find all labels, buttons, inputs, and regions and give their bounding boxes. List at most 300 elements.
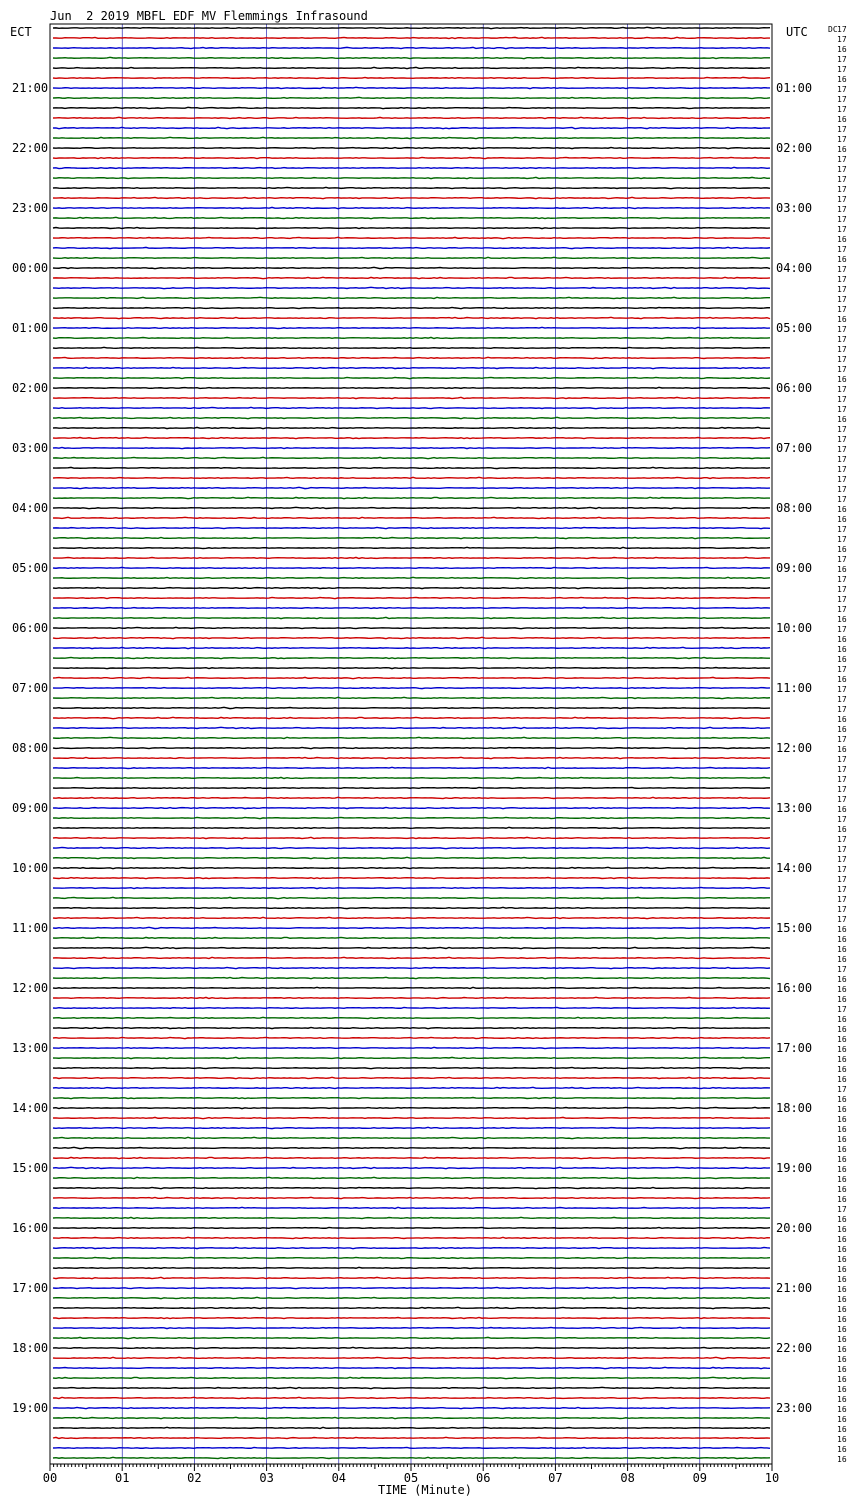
seismic-trace — [53, 737, 770, 738]
seismic-trace — [53, 1327, 770, 1328]
dc-value: 17 — [837, 305, 847, 314]
dc-value: 17 — [837, 595, 847, 604]
seismic-trace — [53, 477, 770, 478]
seismic-trace — [53, 747, 770, 748]
dc-value: 17 — [837, 365, 847, 374]
dc-value: 17 — [837, 355, 847, 364]
right-hour-label: 04:00 — [776, 261, 813, 275]
seismic-trace — [53, 157, 770, 158]
seismic-trace — [53, 277, 770, 278]
x-tick-label: 09 — [692, 1471, 708, 1485]
dc-value: 16 — [837, 75, 847, 84]
seismic-trace — [53, 87, 770, 88]
right-hour-label: 11:00 — [776, 681, 813, 695]
chart-title: Jun 2 2019 MBFL EDF MV Flemmings Infrasound — [50, 9, 368, 23]
dc-value: 16 — [837, 975, 847, 984]
seismic-trace — [53, 1067, 770, 1068]
dc-value: 16 — [837, 1135, 847, 1144]
dc-value: 16 — [837, 1275, 847, 1284]
dc-value: 16 — [837, 1305, 847, 1314]
seismic-trace — [53, 1027, 770, 1028]
dc-value: 16 — [837, 1225, 847, 1234]
dc-value: 17 — [837, 65, 847, 74]
seismic-trace — [53, 1397, 770, 1398]
left-hour-label: 03:00 — [12, 441, 49, 455]
seismic-trace — [53, 1227, 770, 1228]
seismic-trace — [53, 237, 770, 238]
left-hour-label: 04:00 — [12, 501, 49, 515]
dc-value: 16 — [837, 1155, 847, 1164]
dc-value: 17 — [837, 165, 847, 174]
dc-value: 17 — [837, 905, 847, 914]
dc-value: 17 — [837, 535, 847, 544]
dc-value: 16 — [837, 715, 847, 724]
left-hour-label: 19:00 — [12, 1401, 49, 1415]
dc-value: 16 — [837, 1055, 847, 1064]
dc-value: 16 — [837, 725, 847, 734]
seismic-trace — [53, 167, 770, 168]
dc-value: 17 — [837, 395, 847, 404]
seismic-trace — [53, 1307, 770, 1308]
seismic-trace — [53, 1057, 770, 1058]
right-hour-label: 10:00 — [776, 621, 813, 635]
dc-value: 16 — [837, 675, 847, 684]
dc-value: 17 — [837, 895, 847, 904]
seismic-trace — [53, 227, 770, 228]
seismic-trace — [53, 537, 770, 538]
dc-value: 16 — [837, 1365, 847, 1374]
seismic-trace — [53, 107, 770, 108]
dc-value: 17 — [837, 845, 847, 854]
dc-value: 16 — [837, 1165, 847, 1174]
seismic-trace — [53, 377, 770, 378]
seismic-trace — [53, 1157, 770, 1158]
right-hour-label: 08:00 — [776, 501, 813, 515]
dc-value: 16 — [837, 945, 847, 954]
seismic-trace — [53, 1187, 770, 1188]
x-axis-label: TIME (Minute) — [378, 1483, 472, 1497]
dc-value: 17 — [837, 335, 847, 344]
left-hour-label: 09:00 — [12, 801, 49, 815]
dc-value: 17 — [837, 575, 847, 584]
seismic-trace — [53, 787, 770, 788]
seismic-trace — [53, 977, 770, 978]
dc-value: 17 — [837, 795, 847, 804]
dc-value: 17 — [837, 445, 847, 454]
seismic-trace — [53, 1247, 770, 1248]
seismic-trace — [53, 947, 770, 948]
dc-value: 17 — [837, 25, 847, 34]
dc-value: 16 — [837, 1315, 847, 1324]
right-hour-label: 03:00 — [776, 201, 813, 215]
seismic-trace — [53, 177, 770, 178]
seismic-trace — [53, 527, 770, 528]
seismic-trace — [53, 297, 770, 298]
seismic-trace — [53, 247, 770, 248]
seismic-trace — [53, 717, 770, 718]
dc-value: 17 — [837, 1085, 847, 1094]
right-axis-label: UTC — [786, 25, 808, 39]
dc-value: 17 — [837, 215, 847, 224]
dc-value: 17 — [837, 665, 847, 674]
dc-value: 16 — [837, 745, 847, 754]
seismic-trace — [53, 1347, 770, 1348]
dc-value: 16 — [837, 1215, 847, 1224]
dc-value: 17 — [837, 195, 847, 204]
dc-value: 17 — [837, 435, 847, 444]
dc-value: 16 — [837, 995, 847, 1004]
left-hour-label: 14:00 — [12, 1101, 49, 1115]
dc-value: 17 — [837, 885, 847, 894]
right-hour-label: 15:00 — [776, 921, 813, 935]
seismic-trace — [53, 267, 770, 268]
dc-value: 16 — [837, 655, 847, 664]
x-axis — [43, 1464, 779, 1485]
seismic-trace — [53, 1317, 770, 1318]
seismic-trace — [53, 917, 770, 918]
dc-value: 16 — [837, 1175, 847, 1184]
seismic-trace — [53, 757, 770, 758]
seismic-trace — [53, 347, 770, 348]
dc-value: 17 — [837, 245, 847, 254]
seismic-trace — [53, 147, 770, 148]
seismic-trace — [53, 407, 770, 408]
dc-value: 16 — [837, 955, 847, 964]
dc-value: 17 — [837, 95, 847, 104]
dc-value: 17 — [837, 105, 847, 114]
seismic-trace — [53, 567, 770, 568]
dc-value: 17 — [837, 865, 847, 874]
dc-value: 17 — [837, 425, 847, 434]
seismic-trace — [53, 1257, 770, 1258]
dc-value: 17 — [837, 605, 847, 614]
dc-value: 17 — [837, 755, 847, 764]
seismic-trace — [53, 907, 770, 908]
dc-value: 16 — [837, 505, 847, 514]
dc-value: 16 — [837, 1195, 847, 1204]
dc-value: 16 — [837, 1425, 847, 1434]
dc-value: 16 — [837, 1185, 847, 1194]
seismic-trace — [53, 997, 770, 998]
x-tick-label: 03 — [259, 1471, 274, 1485]
seismic-trace — [53, 57, 770, 58]
dc-value: 17 — [837, 475, 847, 484]
seismic-trace — [53, 387, 770, 388]
right-hour-label: 18:00 — [776, 1101, 813, 1115]
seismic-trace — [53, 697, 770, 698]
left-hour-label: 18:00 — [12, 1341, 49, 1355]
seismic-trace — [53, 1077, 770, 1078]
seismic-trace — [53, 957, 770, 958]
left-hour-label: 08:00 — [12, 741, 49, 755]
seismic-trace — [53, 1297, 770, 1298]
dc-value: 17 — [837, 685, 847, 694]
seismic-trace — [53, 47, 770, 48]
dc-value: 17 — [837, 785, 847, 794]
dc-value: 16 — [837, 1115, 847, 1124]
left-hour-label: 11:00 — [12, 921, 49, 935]
left-axis-label: ECT — [10, 25, 32, 39]
dc-value: 16 — [837, 1355, 847, 1364]
dc-value: 16 — [837, 1065, 847, 1074]
seismic-trace — [53, 117, 770, 118]
right-hour-label: 17:00 — [776, 1041, 813, 1055]
dc-value: 17 — [837, 555, 847, 564]
x-tick-label: 07 — [548, 1471, 563, 1485]
dc-value: 17 — [837, 1005, 847, 1014]
seismic-trace — [53, 607, 770, 608]
seismic-trace — [53, 857, 770, 858]
seismic-trace — [53, 137, 770, 138]
seismic-trace — [53, 927, 770, 928]
dc-value: 17 — [837, 265, 847, 274]
seismic-trace — [53, 967, 770, 968]
left-hour-label: 21:00 — [12, 81, 49, 95]
dc-value: 16 — [837, 145, 847, 154]
seismic-trace — [53, 1337, 770, 1338]
seismic-trace — [53, 687, 770, 688]
seismic-trace — [53, 397, 770, 398]
seismic-trace — [53, 1357, 770, 1358]
dc-value: 16 — [837, 1015, 847, 1024]
seismic-trace — [53, 877, 770, 878]
dc-value: 17 — [837, 175, 847, 184]
seismic-trace — [53, 467, 770, 468]
seismic-trace — [53, 1237, 770, 1238]
seismic-trace — [53, 1087, 770, 1088]
dc-value: 16 — [837, 255, 847, 264]
seismic-trace — [53, 677, 770, 678]
dc-value: 16 — [837, 1435, 847, 1444]
seismic-trace — [53, 1177, 770, 1178]
seismic-trace — [53, 1127, 770, 1128]
seismic-trace — [53, 1377, 770, 1378]
dc-value: 16 — [837, 1245, 847, 1254]
dc-value: 16 — [837, 805, 847, 814]
dc-value: 17 — [837, 705, 847, 714]
dc-value: 16 — [837, 1265, 847, 1274]
dc-value: 17 — [837, 85, 847, 94]
dc-value: 17 — [837, 915, 847, 924]
seismic-trace — [53, 217, 770, 218]
dc-value: 17 — [837, 525, 847, 534]
dc-value: 17 — [837, 625, 847, 634]
left-hour-labels — [12, 81, 48, 1415]
seismic-trace — [53, 1117, 770, 1118]
seismic-trace — [53, 487, 770, 488]
seismic-trace — [53, 127, 770, 128]
seismic-trace — [53, 767, 770, 768]
seismic-trace — [53, 847, 770, 848]
dc-value: 16 — [837, 925, 847, 934]
left-hour-label: 12:00 — [12, 981, 49, 995]
seismic-trace — [53, 797, 770, 798]
dc-value: 16 — [837, 1255, 847, 1264]
seismic-trace — [53, 197, 770, 198]
dc-value: 17 — [837, 815, 847, 824]
seismic-trace — [53, 817, 770, 818]
seismic-trace — [53, 1387, 770, 1388]
dc-value: 17 — [837, 345, 847, 354]
dc-label: DC — [828, 25, 838, 34]
dc-value: 16 — [837, 1295, 847, 1304]
right-hour-label: 13:00 — [776, 801, 813, 815]
left-hour-label: 16:00 — [12, 1221, 49, 1235]
right-hour-label: 01:00 — [776, 81, 813, 95]
seismic-trace — [53, 447, 770, 448]
dc-value: 16 — [837, 1405, 847, 1414]
left-hour-label: 23:00 — [12, 201, 49, 215]
dc-value: 16 — [837, 1455, 847, 1464]
seismic-trace — [53, 987, 770, 988]
seismic-trace — [53, 1277, 770, 1278]
left-hour-label: 01:00 — [12, 321, 49, 335]
seismic-trace — [53, 1437, 770, 1438]
seismic-trace — [53, 557, 770, 558]
dc-value: 17 — [837, 695, 847, 704]
dc-value: 16 — [837, 115, 847, 124]
dc-value: 16 — [837, 1415, 847, 1424]
seismic-trace — [53, 1007, 770, 1008]
right-hour-label: 12:00 — [776, 741, 813, 755]
dc-value: 16 — [837, 315, 847, 324]
seismic-trace — [53, 1407, 770, 1408]
dc-value: 17 — [837, 965, 847, 974]
dc-value: 16 — [837, 1105, 847, 1114]
dc-value: 17 — [837, 495, 847, 504]
right-hour-label: 09:00 — [776, 561, 813, 575]
seismic-trace — [53, 1137, 770, 1138]
seismic-trace — [53, 617, 770, 618]
x-tick-label: 05 — [403, 1471, 419, 1485]
dc-value: 16 — [837, 375, 847, 384]
seismic-trace — [53, 257, 770, 258]
x-tick-label: 04 — [331, 1471, 347, 1485]
dc-value: 16 — [837, 1075, 847, 1084]
dc-value: 16 — [837, 1285, 847, 1294]
x-tick-label: 00 — [42, 1471, 58, 1485]
dc-value: 17 — [837, 835, 847, 844]
seismic-trace — [53, 1167, 770, 1168]
seismic-trace — [53, 37, 770, 38]
dc-value: 17 — [837, 205, 847, 214]
dc-value: 16 — [837, 1445, 847, 1454]
left-hour-label: 06:00 — [12, 621, 49, 635]
dc-value: 17 — [837, 405, 847, 414]
seismic-trace — [53, 897, 770, 898]
seismic-trace — [53, 1417, 770, 1418]
seismic-trace — [53, 67, 770, 68]
seismic-trace — [53, 587, 770, 588]
seismic-trace — [53, 457, 770, 458]
seismic-trace — [53, 547, 770, 548]
seismic-trace — [53, 97, 770, 98]
seismic-trace — [53, 657, 770, 658]
seismic-trace — [53, 497, 770, 498]
dc-value: 17 — [837, 225, 847, 234]
seismic-trace — [53, 427, 770, 428]
dc-value: 16 — [837, 1095, 847, 1104]
dc-value: 16 — [837, 1335, 847, 1344]
seismic-trace — [53, 187, 770, 188]
dc-value: 16 — [837, 545, 847, 554]
seismic-trace — [53, 597, 770, 598]
left-hour-label: 05:00 — [12, 561, 49, 575]
dc-value: 16 — [837, 1395, 847, 1404]
seismic-trace — [53, 517, 770, 518]
left-hour-label: 22:00 — [12, 141, 49, 155]
x-tick-label: 08 — [620, 1471, 635, 1485]
dc-value: 16 — [837, 1035, 847, 1044]
dc-value: 17 — [837, 485, 847, 494]
right-hour-label: 20:00 — [776, 1221, 813, 1235]
dc-value: 17 — [837, 275, 847, 284]
right-hour-label: 22:00 — [776, 1341, 813, 1355]
dc-value: 16 — [837, 515, 847, 524]
dc-value: 16 — [837, 615, 847, 624]
seismic-trace — [53, 1367, 770, 1368]
seismic-trace — [53, 357, 770, 358]
dc-value: 17 — [837, 155, 847, 164]
dc-value: 16 — [837, 1385, 847, 1394]
seismic-trace — [53, 317, 770, 318]
seismic-trace — [53, 887, 770, 888]
seismic-trace — [53, 337, 770, 338]
dc-value: 16 — [837, 1145, 847, 1154]
seismic-trace — [53, 867, 770, 868]
left-hour-label: 15:00 — [12, 1161, 49, 1175]
x-tick-label: 01 — [114, 1471, 130, 1485]
dc-value: 17 — [837, 765, 847, 774]
dc-value: 17 — [837, 285, 847, 294]
seismic-trace — [53, 507, 770, 508]
seismic-trace — [53, 1287, 770, 1288]
right-hour-label: 14:00 — [776, 861, 813, 875]
seismic-trace — [53, 307, 770, 308]
left-hour-label: 17:00 — [12, 1281, 49, 1295]
left-hour-label: 10:00 — [12, 861, 49, 875]
seismic-trace — [53, 1427, 770, 1428]
left-hour-label: 00:00 — [12, 261, 49, 275]
dc-value: 17 — [837, 385, 847, 394]
seismic-trace — [53, 437, 770, 438]
dc-value: 17 — [837, 775, 847, 784]
dc-value: 16 — [837, 1345, 847, 1354]
right-hour-label: 21:00 — [776, 1281, 813, 1295]
seismic-trace — [53, 1207, 770, 1208]
seismic-trace — [53, 207, 770, 208]
dc-value: 17 — [837, 875, 847, 884]
seismic-trace — [53, 1047, 770, 1048]
right-hour-labels — [776, 81, 812, 1415]
seismic-trace — [53, 777, 770, 778]
x-tick-label: 02 — [187, 1471, 202, 1485]
right-hour-label: 02:00 — [776, 141, 813, 155]
right-hour-label: 19:00 — [776, 1161, 813, 1175]
dc-value: 16 — [837, 1045, 847, 1054]
dc-value: 16 — [837, 1375, 847, 1384]
dc-value: 16 — [837, 45, 847, 54]
dc-value: 16 — [837, 1025, 847, 1034]
x-tick-label: 06 — [475, 1471, 491, 1485]
seismic-trace — [53, 647, 770, 648]
seismic-trace — [53, 1037, 770, 1038]
dc-value: 16 — [837, 985, 847, 994]
dc-value: 16 — [837, 645, 847, 654]
trace-group — [53, 27, 770, 1458]
seismic-trace — [53, 727, 770, 728]
dc-value: 16 — [837, 825, 847, 834]
